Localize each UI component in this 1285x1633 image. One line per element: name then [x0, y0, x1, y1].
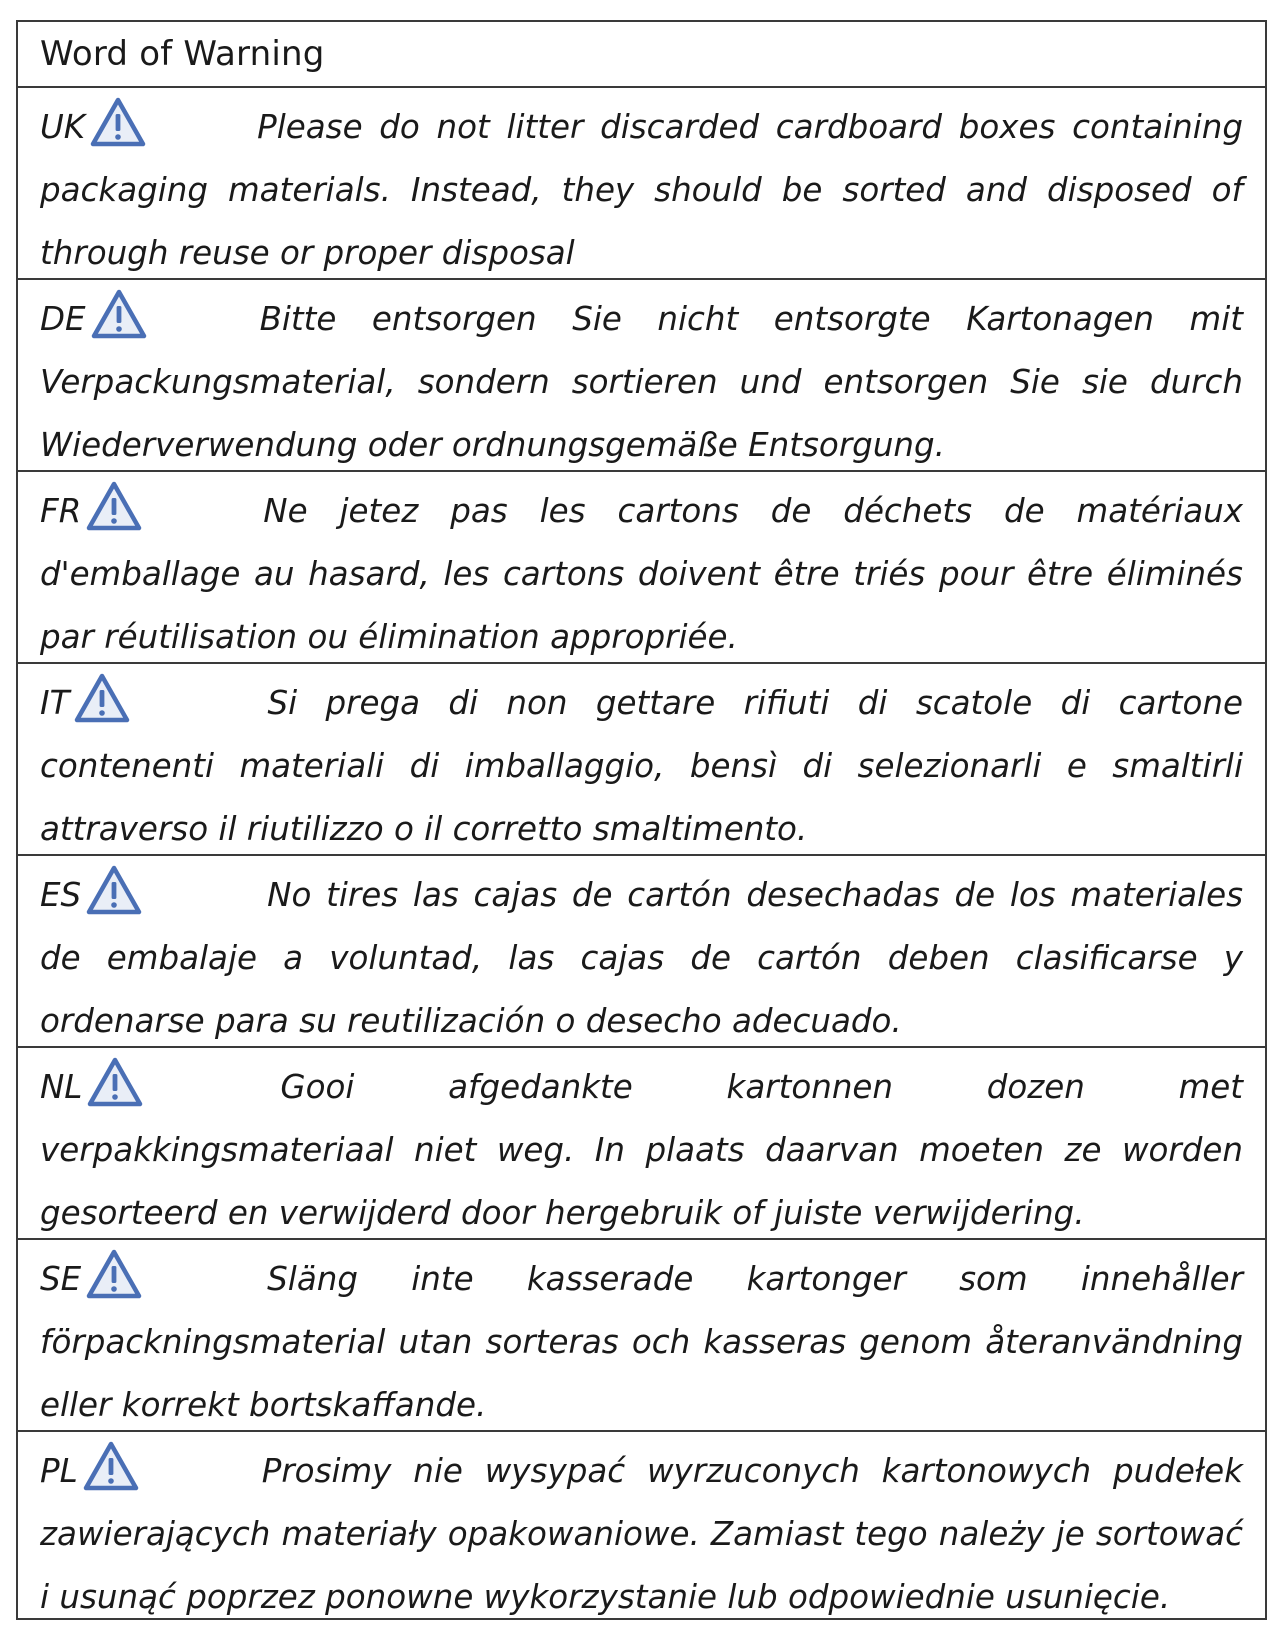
warning-triangle-icon: [90, 288, 148, 340]
warning-row-it: [18, 664, 1265, 856]
warning-row-pl: [18, 1432, 1265, 1618]
warning-rows: [18, 88, 1265, 1618]
language-code: FR: [40, 492, 82, 530]
warning-text: Ne jetez pas les cartons de déchets de matériaux d'emballage au hasard, les cartons doivent être triés pour être éliminés par réutilisation ou élimination appropriée.: [40, 492, 1243, 656]
warning-triangle-icon: [86, 1056, 144, 1108]
warning-triangle-icon: [85, 480, 143, 532]
table-title: Word of Warning: [40, 34, 325, 74]
warning-triangle-icon: [85, 864, 143, 916]
warning-text: No tires las cajas de cartón desechadas de los materiales de embalaje a voluntad, las cajas de cartón deben clasificarse y ordenarse para su reutilización o desecho adecuado.: [40, 876, 1243, 1040]
warning-row-fr: [18, 472, 1265, 664]
warning-triangle-icon: [85, 1248, 143, 1300]
table-header: [18, 22, 1265, 88]
warning-triangle-icon: [82, 1440, 140, 1492]
warning-text: Gooi afgedankte kartonnen dozen met verpakkingsmateriaal niet weg. In plaats daarvan moeten ze worden gesorteerd en verwijderd door hergebruik of juiste verwijdering.: [40, 1068, 1243, 1232]
warning-row-es: [18, 856, 1265, 1048]
language-code: UK: [40, 108, 86, 146]
language-code: NL: [40, 1068, 83, 1106]
warning-text: Prosimy nie wysypać wyrzuconych kartonowych pudełek zawierających materiały opakowaniowe. Zamiast tego należy je sortować i usunąć poprzez ponowne wykorzystanie lub odpowiednie usunięcie.: [40, 1452, 1243, 1616]
warning-text: Släng inte kasserade kartonger som innehåller förpackningsmaterial utan sorteras och kasseras genom återanvändning eller korrekt bortskaffande.: [40, 1260, 1243, 1424]
warning-triangle-icon: [89, 96, 147, 148]
warning-text: Bitte entsorgen Sie nicht entsorgte Kartonagen mit Verpackungsmaterial, sondern sortieren und entsorgen Sie sie durch Wiederverwendung oder ordnungsgemäße Entsorgung.: [40, 300, 1243, 464]
warning-text: Si prega di non gettare rifiuti di scatole di cartone contenenti materiali di imballaggio, bensì di selezionarli e smaltirli attraverso il riutilizzo o il corretto smaltimento.: [40, 684, 1243, 848]
language-code: IT: [40, 684, 70, 722]
warning-triangle-icon: [73, 672, 131, 724]
warning-row-se: [18, 1240, 1265, 1432]
language-code: PL: [40, 1452, 78, 1490]
warning-row-nl: [18, 1048, 1265, 1240]
warning-row-de: [18, 280, 1265, 472]
language-code: SE: [40, 1260, 82, 1298]
warning-row-uk: [18, 88, 1265, 280]
warning-text: Please do not litter discarded cardboard boxes containing packaging materials. Instead, they should be sorted and disposed of through reuse or proper disposal: [40, 108, 1243, 272]
warning-table: [16, 20, 1267, 1620]
language-code: DE: [40, 300, 86, 338]
language-code: ES: [40, 876, 82, 914]
